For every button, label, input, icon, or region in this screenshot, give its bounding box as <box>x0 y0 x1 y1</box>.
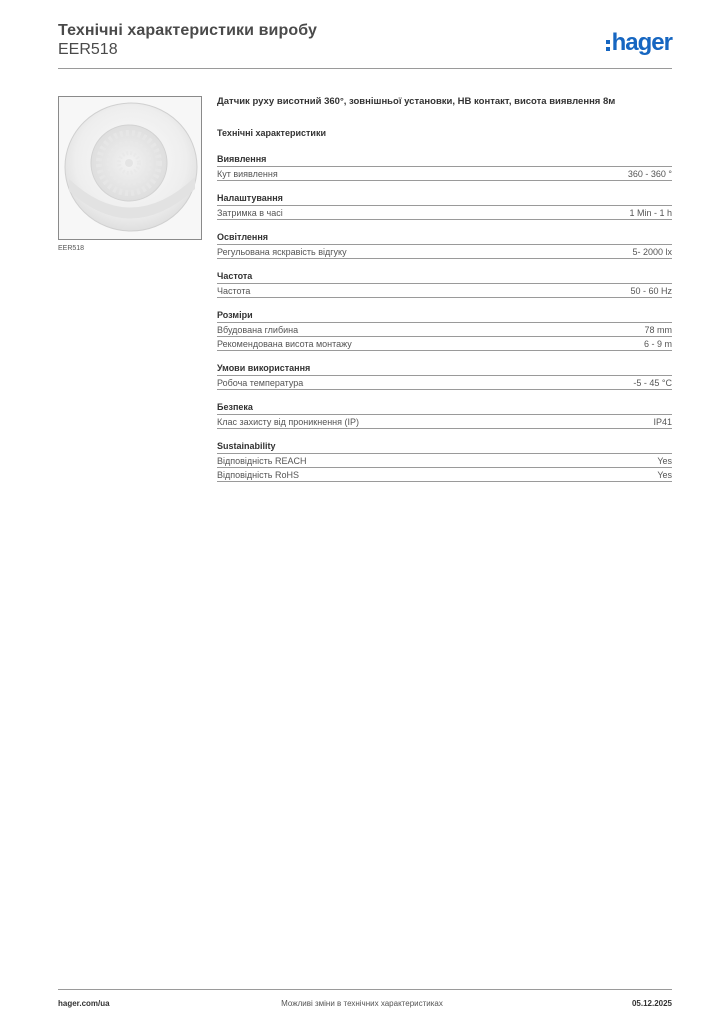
spec-value: Yes <box>657 455 672 466</box>
motion-sensor-icon <box>59 97 201 239</box>
spec-section-sustainability <box>217 441 672 482</box>
spec-row <box>217 167 672 181</box>
spec-label: Регульована яскравість відгуку <box>217 246 347 257</box>
spec-label: Кут виявлення <box>217 168 278 179</box>
product-code: EER518 <box>58 41 118 58</box>
spec-value: Yes <box>657 469 672 480</box>
spec-value: 6 - 9 m <box>643 338 672 349</box>
spec-label: Відповідність REACH <box>217 455 307 466</box>
footer-site-link[interactable]: hager.com/ua <box>58 999 110 1008</box>
spec-label: Робоча температура <box>217 377 304 388</box>
header-divider <box>58 68 672 69</box>
spec-value: 1 Min - 1 h <box>629 207 672 218</box>
spec-section-conditions <box>217 363 672 390</box>
image-caption: EER518 <box>58 245 85 252</box>
spec-value: -5 - 45 °C <box>633 377 672 388</box>
product-image <box>58 96 202 240</box>
hager-logo <box>606 29 672 57</box>
spec-row <box>217 468 672 482</box>
spec-section-frequency <box>217 271 672 298</box>
spec-label: Відповідність RoHS <box>217 469 299 480</box>
logo-text: hager <box>611 29 672 56</box>
spec-section-safety <box>217 402 672 429</box>
spec-section-settings <box>217 193 672 220</box>
section-title: Налаштування <box>217 193 672 206</box>
footer-note: Можливі зміни в технічних характеристиках <box>281 999 443 1008</box>
footer-date: 05.12.2025 <box>631 999 672 1008</box>
section-title: Розміри <box>217 310 672 323</box>
spec-row <box>217 245 672 259</box>
spec-row <box>217 323 672 337</box>
spec-value: 78 mm <box>644 324 672 335</box>
spec-label: Вбудована глибина <box>217 324 299 335</box>
logo-mark-icon <box>606 40 610 51</box>
page-title: Технічні характеристики виробу <box>58 22 317 39</box>
specs-panel <box>217 96 672 482</box>
spec-label: Затримка в часі <box>217 207 283 218</box>
spec-section-dimensions <box>217 310 672 351</box>
spec-value: 360 - 360 ° <box>627 168 672 179</box>
spec-section-lighting <box>217 232 672 259</box>
spec-label: Клас захисту від проникнення (IP) <box>217 416 360 427</box>
spec-row <box>217 376 672 390</box>
spec-label: Рекомендована висота монтажу <box>217 338 352 349</box>
section-title: Sustainability <box>217 441 672 454</box>
section-title: Безпека <box>217 402 672 415</box>
spec-row <box>217 454 672 468</box>
specs-heading: Технічні характеристики <box>217 128 326 138</box>
spec-row <box>217 337 672 351</box>
section-title: Умови використання <box>217 363 672 376</box>
section-title: Освітлення <box>217 232 672 245</box>
spec-value: 50 - 60 Hz <box>630 285 672 296</box>
spec-value: 5- 2000 lx <box>632 246 672 257</box>
product-description: Датчик руху висотний 360°, зовнішньої установки, НВ контакт, висота виявлення 8м <box>217 96 616 107</box>
spec-section-detection <box>217 154 672 181</box>
page-header <box>58 22 672 68</box>
spec-row <box>217 284 672 298</box>
spec-label: Частота <box>217 285 251 296</box>
spec-value: IP41 <box>653 416 672 427</box>
section-title: Частота <box>217 271 672 284</box>
footer-divider <box>58 989 672 990</box>
spec-row <box>217 206 672 220</box>
spec-row <box>217 415 672 429</box>
section-title: Виявлення <box>217 154 672 167</box>
